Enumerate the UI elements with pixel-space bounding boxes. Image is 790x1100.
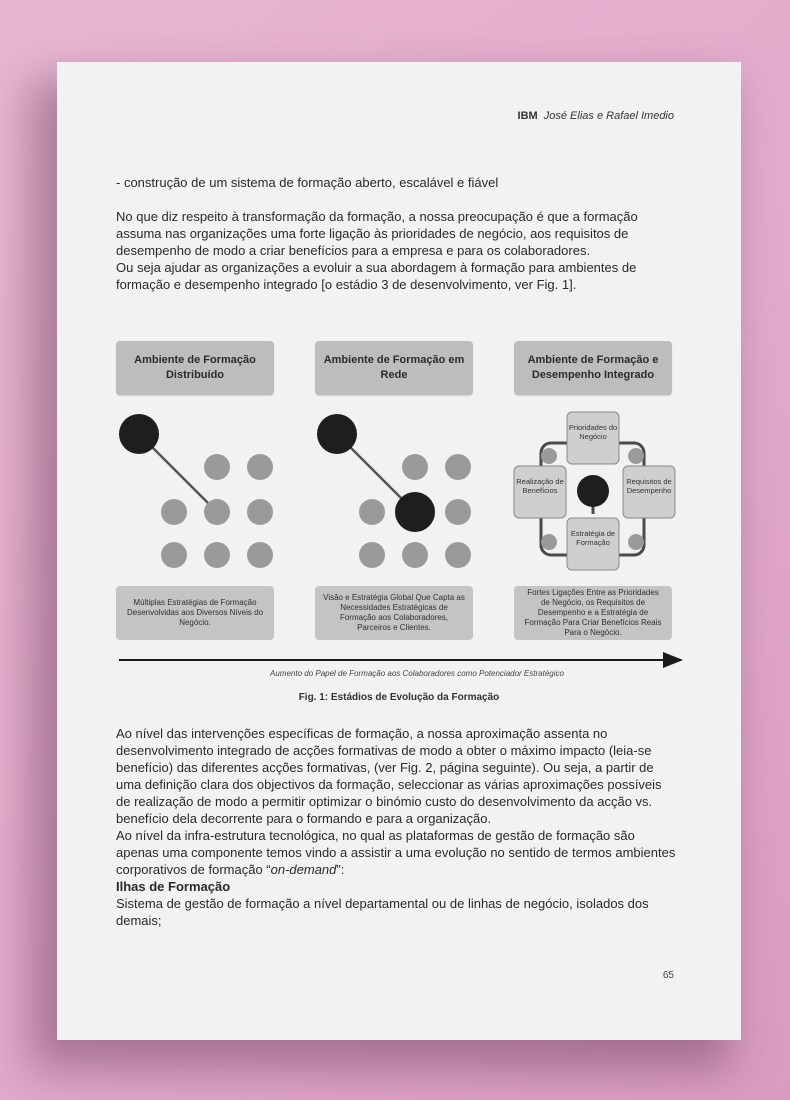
authors-label: José Elias e Rafael Imedio bbox=[543, 110, 674, 122]
intro-paragraph-2: Ou seja ajudar as organizações a evoluir a sua abordagem à formação para ambientes de formação e desempenho integrado [o estádio 3 de desenvolvimento, ver Fig. 1]. bbox=[116, 260, 637, 292]
node-dot bbox=[402, 454, 428, 480]
node-dot bbox=[161, 499, 187, 525]
section-heading: Ilhas de Formação bbox=[116, 879, 231, 894]
stage-1-description: Múltiplas Estratégias de Formação Desenvolvidas aos Diversos Níveis do Negócio. bbox=[116, 586, 274, 640]
node-dot bbox=[445, 499, 471, 525]
intro-bullet-text: - construção de um sistema de formação aberto, escalável e fiável bbox=[116, 175, 499, 190]
arrow-caption: Aumento do Papel de Formação aos Colaboradores como Potenciador Estratégico bbox=[270, 669, 564, 678]
stage-2-title: Ambiente de Formação em Rede bbox=[315, 341, 473, 395]
brand-label: IBM bbox=[517, 110, 538, 122]
central-hub-dot bbox=[395, 492, 435, 532]
figure-caption: Fig. 1: Estádios de Evolução da Formação bbox=[298, 692, 500, 703]
node-dot bbox=[204, 499, 230, 525]
node-dot bbox=[247, 454, 273, 480]
node-label-benefits: Realização de Benefícios bbox=[516, 477, 564, 495]
stage-1-title: Ambiente de Formação Distribuído bbox=[116, 341, 274, 395]
para4-emphasis: on-demand bbox=[270, 862, 337, 877]
node-dot bbox=[445, 542, 471, 568]
node-label-priorities: Prioridades do Negócio bbox=[568, 423, 618, 441]
body-paragraph-5: Sistema de gestão de formação a nível departamental ou de linhas de negócio, isolados dos demais; bbox=[116, 896, 649, 928]
stage-1-network bbox=[119, 414, 273, 568]
node-dot bbox=[161, 542, 187, 568]
para4-start: Ao nível da infra-estrutura tecnológica, no qual as plataformas de gestão de formação são apenas uma componente temos vindo a assistir a uma evolução no sentido de termos ambientes corporativos de formação “ bbox=[116, 828, 676, 877]
node-label-requirements: Requisitos de Desempenho bbox=[626, 477, 672, 495]
body-section bbox=[116, 725, 676, 929]
node-dot bbox=[204, 542, 230, 568]
page-number: 65 bbox=[662, 970, 674, 981]
node-dot bbox=[445, 454, 471, 480]
stage-3-title: Ambiente de Formação e Desempenho Integrado bbox=[514, 341, 672, 395]
node-dot bbox=[359, 499, 385, 525]
stage-3-description: Fortes Ligações Entre as Prioridades de Negócio, os Requisitos de Desempenho e a Estratégia de Formação Para Criar Benefícios Reais Para o Negócio. bbox=[514, 586, 672, 640]
hub-dot bbox=[317, 414, 357, 454]
node-dot bbox=[359, 542, 385, 568]
para4-end: ”: bbox=[336, 862, 345, 877]
node-dot bbox=[247, 542, 273, 568]
node-label-strategy: Estratégia de Formação bbox=[570, 529, 616, 547]
hub-dot bbox=[119, 414, 159, 454]
node-dot bbox=[247, 499, 273, 525]
document-page bbox=[57, 62, 741, 1040]
intro-paragraph-1: No que diz respeito à transformação da formação, a nossa preocupação é que a formação assuma nas organizações uma forte ligação às prioridades de negócio, aos requisitos de desempenho de modo a criar benefícios para a empresa e para os colaboradores. bbox=[116, 209, 638, 258]
node-dot bbox=[204, 454, 230, 480]
stage-2-network bbox=[317, 414, 471, 568]
body-paragraph-3: Ao nível das intervenções específicas de formação, a nossa aproximação assenta no desenvolvimento integrado de acções formativas de modo a obter o máximo impacto (leia-se benefício) das diferentes acções formativas, (ver Fig. 2, página seguinte). Ou seja, a partir de uma definição clara dos objectivos da formação, seleccionar as várias aproximações possíveis de realização de modo a permitir optimizar o binómio custo do desenvolvimento da acção vs. benefício dela decorrente para o formando e para a organização. bbox=[116, 726, 662, 826]
node-dot bbox=[402, 542, 428, 568]
figure-stages bbox=[57, 62, 741, 702]
body-paragraph-4 bbox=[116, 827, 676, 878]
integrated-hub-dot bbox=[577, 475, 609, 507]
stage-2-description: Visão e Estratégia Global Que Capta as Necessidades Estratégicas de Formação aos Colaboradores, Parceiros e Clientes. bbox=[315, 586, 473, 640]
